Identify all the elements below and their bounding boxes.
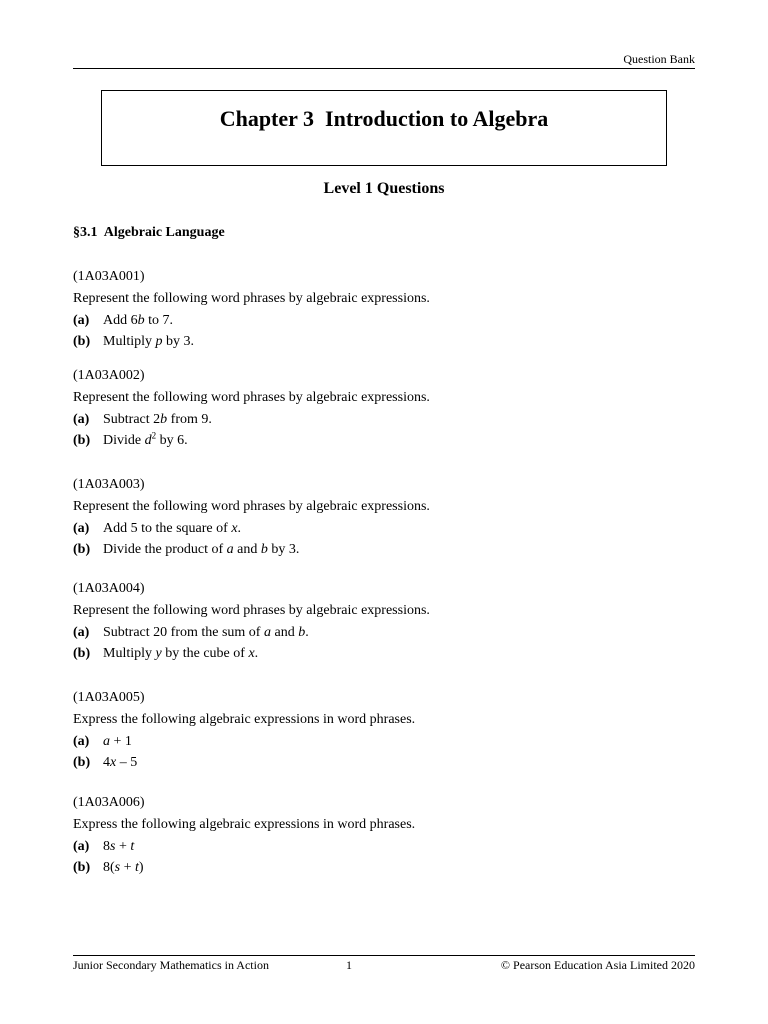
question-part xyxy=(73,731,693,752)
part-label: (a) xyxy=(73,313,90,328)
question-code: (1A03A001) xyxy=(73,269,145,284)
question-block xyxy=(73,687,693,773)
part-text: Multiply p by 3. xyxy=(103,334,195,349)
part-text: Subtract 2b from 9. xyxy=(103,412,212,427)
part-text: Add 5 to the square of x. xyxy=(103,521,242,536)
question-part xyxy=(73,409,693,430)
part-label: (a) xyxy=(73,839,90,854)
header-rule xyxy=(73,68,695,69)
part-text: Divide the product of a and b by 3. xyxy=(103,542,300,557)
question-code: (1A03A003) xyxy=(73,477,145,492)
question-part xyxy=(73,836,693,857)
question-prompt: Represent the following word phrases by algebraic expressions. xyxy=(73,499,430,514)
part-text: 8s + t xyxy=(103,839,135,854)
part-label: (a) xyxy=(73,412,90,427)
question-prompt: Represent the following word phrases by algebraic expressions. xyxy=(73,291,430,306)
question-block xyxy=(73,792,693,878)
footer-copyright: © Pearson Education Asia Limited 2020 xyxy=(500,958,695,972)
part-label: (b) xyxy=(73,646,91,661)
question-part xyxy=(73,857,693,878)
level-title: Level 1 Questions xyxy=(323,180,445,197)
question-prompt: Express the following algebraic expressions in word phrases. xyxy=(73,817,416,832)
question-prompt: Represent the following word phrases by algebraic expressions. xyxy=(73,390,430,405)
part-label: (b) xyxy=(73,542,91,557)
part-text: 4x – 5 xyxy=(103,755,138,770)
question-code: (1A03A004) xyxy=(73,581,145,596)
part-text: Multiply y by the cube of x. xyxy=(103,646,259,661)
part-text: Add 6b to 7. xyxy=(103,313,174,328)
question-part xyxy=(73,518,693,539)
part-text: a + 1 xyxy=(103,734,132,749)
section-title: §3.1 Algebraic Language xyxy=(73,225,225,240)
part-label: (a) xyxy=(73,734,90,749)
header-label: Question Bank xyxy=(623,52,695,66)
question-part xyxy=(73,430,693,451)
part-label: (a) xyxy=(73,521,90,536)
footer-rule xyxy=(73,955,695,956)
question-part xyxy=(73,752,693,773)
footer-book-title: Junior Secondary Mathematics in Action xyxy=(73,958,269,972)
part-label: (b) xyxy=(73,334,91,349)
question-part xyxy=(73,643,693,664)
question-block xyxy=(73,578,693,664)
part-label: (b) xyxy=(73,433,91,448)
part-text: Subtract 20 from the sum of a and b. xyxy=(103,625,309,640)
chapter-title: Chapter 3 Introduction to Algebra xyxy=(219,106,549,131)
part-text: 8(s + t) xyxy=(103,860,144,875)
question-code: (1A03A005) xyxy=(73,690,145,705)
question-block xyxy=(73,365,693,451)
question-block xyxy=(73,266,693,352)
question-part xyxy=(73,539,693,560)
part-label: (b) xyxy=(73,860,91,875)
question-part xyxy=(73,310,693,331)
question-block xyxy=(73,474,693,560)
part-label: (a) xyxy=(73,625,90,640)
chapter-box xyxy=(101,90,667,166)
question-prompt: Represent the following word phrases by algebraic expressions. xyxy=(73,603,430,618)
question-part xyxy=(73,622,693,643)
part-text: Divide $d^2$ by 6. xyxy=(103,430,188,448)
question-prompt: Express the following algebraic expressions in word phrases. xyxy=(73,712,416,727)
question-part xyxy=(73,331,693,352)
part-label: (b) xyxy=(73,755,91,770)
footer-page-number: 1 xyxy=(346,958,352,972)
question-code: (1A03A006) xyxy=(73,795,145,810)
question-code: (1A03A002) xyxy=(73,368,145,383)
